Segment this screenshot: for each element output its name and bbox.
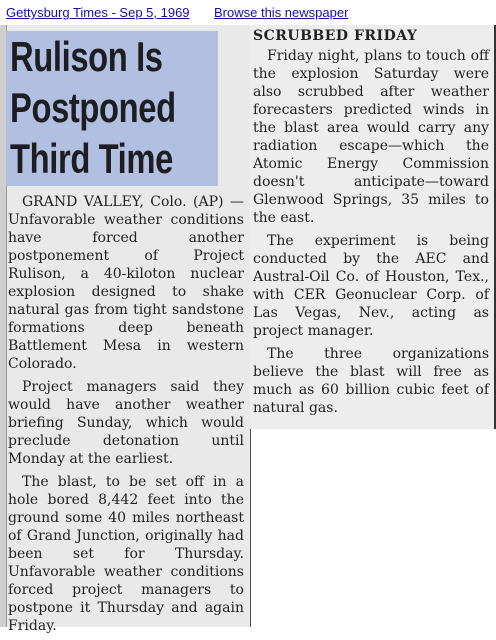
article-paragraph: The experiment is being conducted by the AEC and Austral-Oil Co. of Houston, Tex., with CER Geonuclear Corp. of Las Vegas, Nev., acting as project manager. xyxy=(253,233,489,339)
top-link-bar xyxy=(0,0,349,25)
newspaper-date-link[interactable]: Gettysburg Times - Sep 5, 1969 xyxy=(6,5,190,20)
article-paragraph: The three organizations believe the blast will free as much as 60 billion cubic feet of natural gas. xyxy=(253,346,489,416)
article-paragraph: GRAND VALLEY, Colo. (AP) — Unfavorable weather conditions have forced another postponement of Project Rulison, a 40-kiloton nuclear explosion designed to shake natural gas from tight sandstone formations deep beneath Battlement Mesa in western Colorado. xyxy=(8,194,244,372)
browse-newspaper-link[interactable]: Browse this newspaper xyxy=(214,5,349,20)
article-headline: Rulison Is Postponed Third Time xyxy=(10,33,176,182)
article-body-left xyxy=(8,193,244,640)
article-body-right xyxy=(253,27,489,422)
article-clipping-left-column xyxy=(0,25,251,634)
article-paragraph: Friday night, plans to touch off the explosion Saturday were also scrubbed after weather forecasters predicted winds in the blast area would carry any radiation escape—which the Atomic Energy Commission doesn't anticipate—toward Glenwood Springs, 35 miles to the east. xyxy=(253,48,489,226)
article-paragraph: Project managers said they would have another weather briefing Sunday, which would preclude detonation until Monday at the earliest. xyxy=(8,379,244,467)
article-paragraph: The blast, to be set off in a hole bored 8,442 feet into the ground some 40 miles northeast of Grand Junction, originally had been set for Thursday. Unfavorable weather conditions forced project managers to postpone it Thursday and again Friday. xyxy=(8,474,244,634)
article-clipping-right-column xyxy=(250,25,496,429)
article-subhead: SCRUBBED FRIDAY xyxy=(253,28,418,44)
